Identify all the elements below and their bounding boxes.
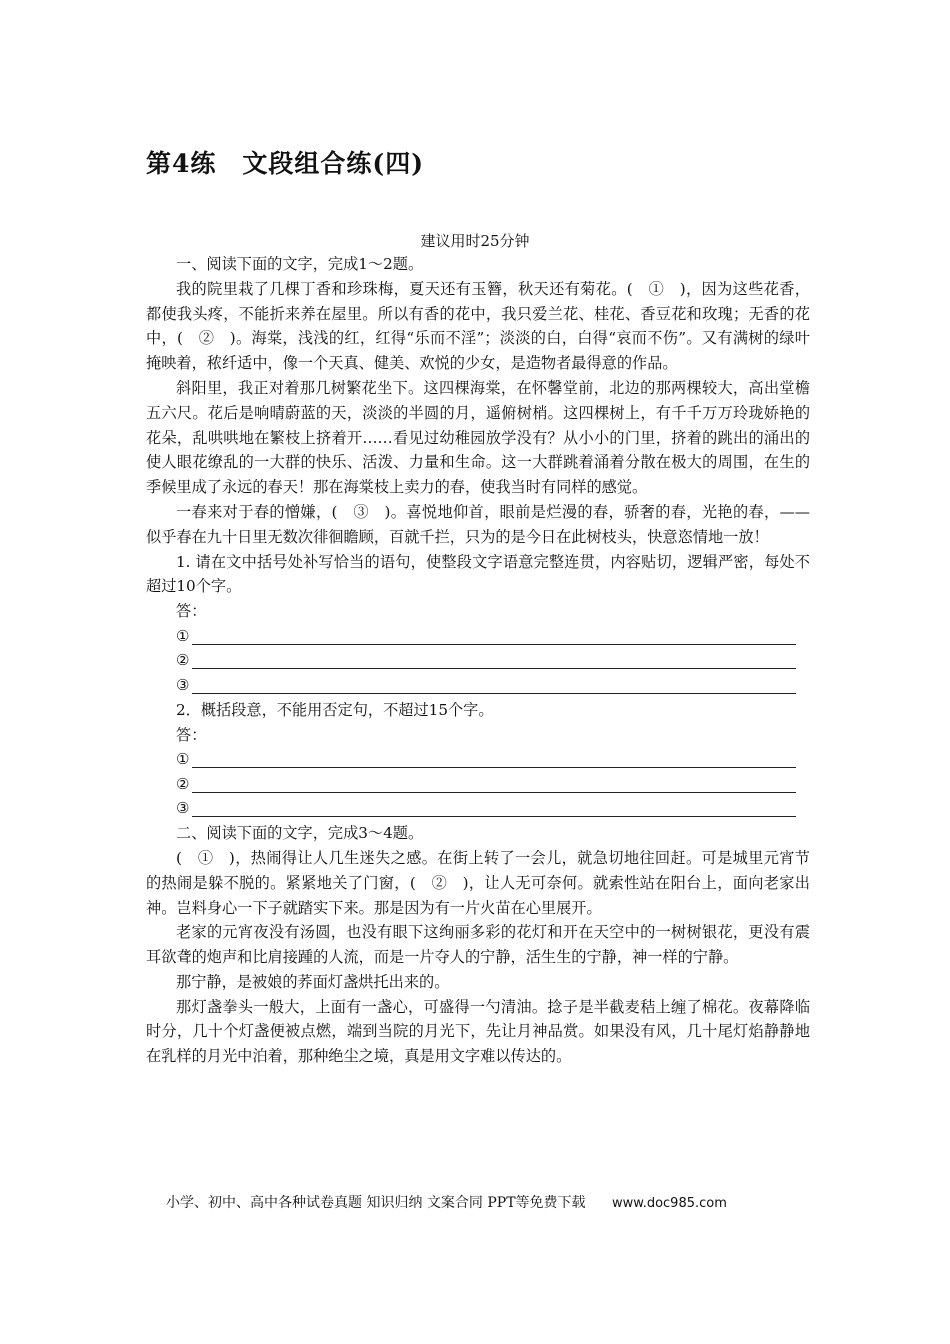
answer-underline[interactable] — [192, 628, 796, 645]
content-body — [146, 252, 810, 1069]
blank-number: ③ — [176, 799, 190, 818]
section1-paragraph: 一春来对于春的憎嫌，( ③ )。喜悦地仰首，眼前是烂漫的春，骄奢的春，光艳的春，——似乎春在九十日里无数次徘徊瞻顾，百就千拦，只为的是今日在此树枝头，快意恣情地一放！ — [146, 502, 810, 546]
page-footer — [166, 1192, 727, 1212]
answer-blank[interactable] — [176, 747, 810, 772]
answer-blank[interactable] — [176, 649, 810, 674]
blank-number: ③ — [176, 675, 190, 694]
answer-blank[interactable] — [176, 772, 810, 797]
question-2: 2．概括段意，不能用否定句，不超过15个字。 — [176, 700, 494, 719]
answer-underline[interactable] — [192, 751, 796, 768]
blank-number: ② — [176, 774, 190, 793]
answer-blank[interactable] — [176, 673, 810, 698]
suggested-time: 建议用时25分钟 — [420, 232, 530, 250]
answer-underline[interactable] — [192, 677, 796, 694]
answer-blank[interactable] — [176, 624, 810, 649]
answer-label: 答： — [176, 602, 207, 621]
footer-text: 小学、初中、高中各种试卷真题 知识归纳 文案合同 PPT等免费下载 — [166, 1195, 586, 1211]
blank-number: ① — [176, 626, 190, 645]
section2-paragraph: 老家的元宵夜没有汤圆，也没有眼下这绚丽多彩的花灯和开在天空中的一树树银花，更没有震耳欲聋的炮声和比肩接踵的人流，而是一片夺人的宁静，活生生的宁静，神一样的宁静。 — [146, 923, 810, 967]
footer-url[interactable]: www.doc985.com — [611, 1196, 727, 1211]
answer-underline[interactable] — [192, 776, 796, 793]
section1-heading: 一、阅读下面的文字，完成1～2题。 — [176, 255, 424, 273]
blank-number: ① — [176, 750, 190, 769]
section2-paragraph: 那宁静，是被娘的荞面灯盏烘托出来的。 — [176, 972, 450, 991]
blank-number: ② — [176, 651, 190, 670]
page-title: 第4练 文段组合练(四) — [146, 149, 425, 178]
section2-heading: 二、阅读下面的文字，完成3～4题。 — [176, 824, 424, 843]
answer-underline[interactable] — [192, 652, 796, 669]
answer-label: 答： — [176, 725, 207, 744]
section2-paragraph: 那灯盏拳头一般大，上面有一盏心，可盛得一勺清油。捻子是半截麦秸上缠了棉花。夜幕降临时分，几十个灯盏便被点燃，端到当院的月光下，先让月神品赏。如果没有风，几十尾灯焰静静地在乳样的月光中泊着，那种绝尘之境，真是用文字难以传达的。 — [146, 997, 810, 1066]
section1-paragraph: 斜阳里，我正对着那几树繁花坐下。这四棵海棠，在怀馨堂前，北边的那两棵较大，高出堂檐五六尺。花后是响晴蔚蓝的天，淡淡的半圆的月，遥俯树梢。这四棵树上，有千千万万玲珑娇艳的花朵，乱哄哄地在繁枝上挤着开……看见过幼稚园放学没有？从小小的门里，挤着的跳出的涌出的使人眼花缭乱的一大群的快乐、活泼、力量和生命。这一大群跳着涌着分散在极大的周围，在生的季候里成了永远的春天！那在海棠枝上卖力的春，使我当时有同样的感觉。 — [146, 378, 810, 497]
answer-blank[interactable] — [176, 797, 810, 822]
answer-underline[interactable] — [192, 800, 796, 817]
section2-paragraph: ( ① )，热闹得让人几生迷失之感。在街上转了一会儿，就急切地往回赶。可是城里元宵节的热闹是躲不脱的。紧紧地关了门窗，( ② )，让人无可奈何。就索性站在阳台上，面向老家出神。岂料身心一下子就踏实下来。那是因为有一片火苗在心里展开。 — [146, 848, 810, 917]
question-1: 1. 请在文中括号处补写恰当的语句，使整段文字语意完整连贯，内容贴切，逻辑严密，每处不超过10个字。 — [146, 552, 810, 596]
section1-paragraph: 我的院里栽了几棵丁香和珍珠梅，夏天还有玉簪，秋天还有菊花。( ① )，因为这些花香，都使我头疼，不能折来养在屋里。所以有香的花中，我只爱兰花、桂花、香豆花和玫瑰；无香的花中，( ② )。海棠，浅浅的红，红得“乐而不淫”；淡淡的白，白得“哀而不伤”。又有满树的绿叶掩映着，秾纤适中，像一个天真、健美、欢悦的少女，是造物者最得意的作品。 — [146, 279, 810, 373]
